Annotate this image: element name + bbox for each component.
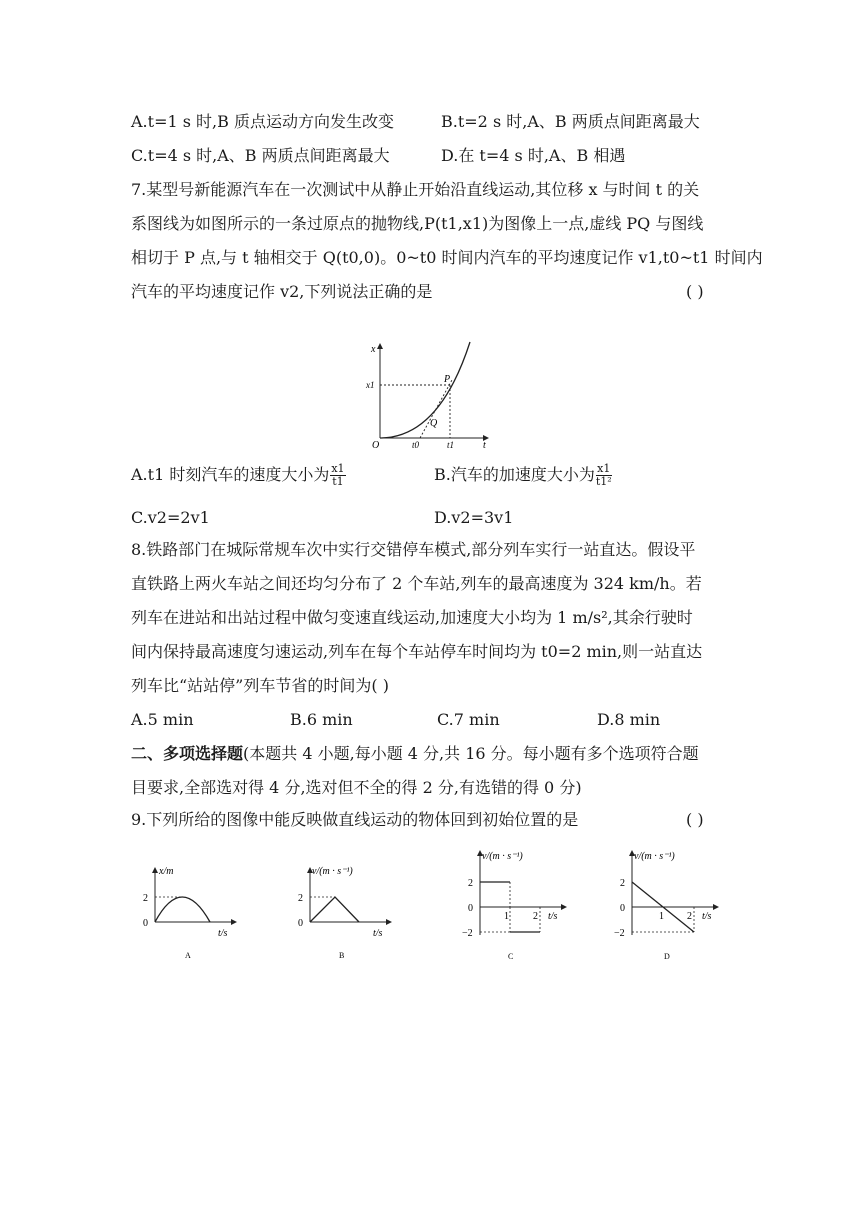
q7-t-axis-label: t (483, 440, 486, 451)
q9-c-t1: 1 (504, 911, 509, 922)
q7-option-a-fraction (330, 463, 345, 488)
section-2-heading (131, 743, 731, 765)
q7-t0-label: t0 (412, 440, 420, 450)
q9-b-caption: B (339, 951, 345, 960)
q9-d-zero: 0 (620, 903, 625, 914)
q7-option-c: C.v2=2v1 (131, 508, 210, 527)
q9-answer-blank: ( ) (686, 810, 704, 829)
q7-answer-blank: ( ) (686, 282, 704, 301)
q7-point-p-label: P (444, 374, 451, 385)
q9-b-y2: 2 (298, 893, 303, 904)
q7-origin-label: O (372, 440, 380, 451)
q7-option-a-denominator: t1 (332, 475, 344, 488)
q9-d-caption: D (664, 952, 670, 961)
q7-option-b-fraction (596, 463, 612, 488)
q7-option-a-text: A.t1 时刻汽车的速度大小为 (131, 465, 330, 484)
q9-a-zero: 0 (143, 918, 148, 929)
q9-c-t2: 2 (533, 911, 538, 922)
q6-option-b: B.t=2 s 时,A、B 两质点间距离最大 (441, 112, 700, 131)
q6-option-d: D.在 t=4 s 时,A、B 相遇 (441, 146, 626, 165)
q9-b-xlabel: t/s (373, 928, 383, 939)
q7-stem-line-1: 7.某型号新能源汽车在一次测试中从静止开始沿直线运动,其位移 x 与时间 t 的关 (131, 180, 700, 199)
q9-c-caption: C (508, 952, 514, 961)
q9-b-zero: 0 (298, 918, 303, 929)
section-2-title: 二、多项选择题 (131, 744, 244, 763)
q7-t1-label: t1 (447, 440, 455, 450)
q9-c-y2: 2 (468, 878, 473, 889)
q8-option-b: B.6 min (290, 710, 353, 729)
q9-graph-c (462, 845, 574, 963)
q7-stem-line-3: 相切于 P 点,与 t 轴相交于 Q(t0,0)。0~t0 时间内汽车的平均速度记作 v1,t0~t1 时间内 (131, 248, 763, 267)
q9-c-zero: 0 (468, 903, 473, 914)
q7-x-axis-label: x (371, 344, 376, 355)
q7-option-a-numerator: x1 (331, 462, 345, 475)
q9-d-y2: 2 (620, 878, 625, 889)
q7-figure (364, 340, 494, 455)
q9-stem: 9.下列所给的图像中能反映做直线运动的物体回到初始位置的是 (131, 810, 579, 829)
q7-option-a (131, 463, 346, 488)
q8-stem-line-1: 8.铁路部门在城际常规车次中实行交错停车模式,部分列车实行一站直达。假设平 (131, 540, 696, 559)
q8-option-d: D.8 min (597, 710, 661, 729)
q9-b-ylabel: v/(m · s⁻¹) (312, 866, 353, 877)
q8-stem-line-5: 列车比“站站停”列车节省的时间为( ) (131, 676, 389, 695)
q8-option-c: C.7 min (437, 710, 500, 729)
q8-stem-line-2: 直铁路上两火车站之间还均匀分布了 2 个车站,列车的最高速度为 324 km/h。若 (131, 574, 702, 593)
q9-d-ylabel: v/(m · s⁻¹) (634, 851, 675, 862)
q9-c-ylabel: v/(m · s⁻¹) (482, 851, 523, 862)
q7-option-b-text: B.汽车的加速度大小为 (434, 465, 595, 484)
q7-x1-label: x1 (366, 380, 375, 390)
q7-option-b-numerator: x1 (597, 462, 611, 475)
q9-graph-a (138, 862, 244, 962)
q9-a-xlabel: t/s (218, 928, 228, 939)
q7-option-d: D.v2=3v1 (434, 508, 514, 527)
q9-d-t2: 2 (687, 911, 692, 922)
q6-option-c: C.t=4 s 时,A、B 两质点间距离最大 (131, 146, 390, 165)
q8-stem-line-4: 间内保持最高速度匀速运动,列车在每个车站停车时间均为 t0=2 min,则一站直达 (131, 642, 703, 661)
q9-d-xlabel: t/s (702, 911, 712, 922)
section-2-instructions-line-2: 目要求,全部选对得 4 分,选对但不全的得 2 分,有选错的得 0 分) (131, 778, 582, 797)
q6-option-a: A.t=1 s 时,B 质点运动方向发生改变 (131, 112, 394, 131)
q9-a-caption: A (185, 951, 191, 960)
q7-option-b (434, 463, 612, 488)
q9-d-yneg: −2 (614, 928, 625, 939)
q9-graph-b (293, 862, 399, 962)
q7-point-q-label: Q (430, 418, 438, 429)
q8-option-a: A.5 min (131, 710, 194, 729)
q7-stem-line-2: 系图线为如图所示的一条过原点的抛物线,P(t1,x1)为图像上一点,虚线 PQ 与图线 (131, 214, 704, 233)
q7-option-b-denominator: t1² (595, 475, 612, 488)
section-2-instructions: (本题共 4 小题,每小题 4 分,共 16 分。每小题有多个选项符合题 (243, 744, 699, 763)
q9-d-t1: 1 (659, 911, 664, 922)
q8-stem-line-3: 列车在进站和出站过程中做匀变速直线运动,加速度大小均为 1 m/s²,其余行驶时 (131, 608, 693, 627)
q9-c-xlabel: t/s (548, 911, 558, 922)
q9-a-ylabel: x/m (159, 866, 174, 877)
q9-c-yneg: −2 (462, 928, 473, 939)
q7-stem-line-4: 汽车的平均速度记作 v2,下列说法正确的是 (131, 282, 433, 301)
q9-graph-d (614, 845, 726, 963)
q9-a-y2: 2 (143, 893, 148, 904)
